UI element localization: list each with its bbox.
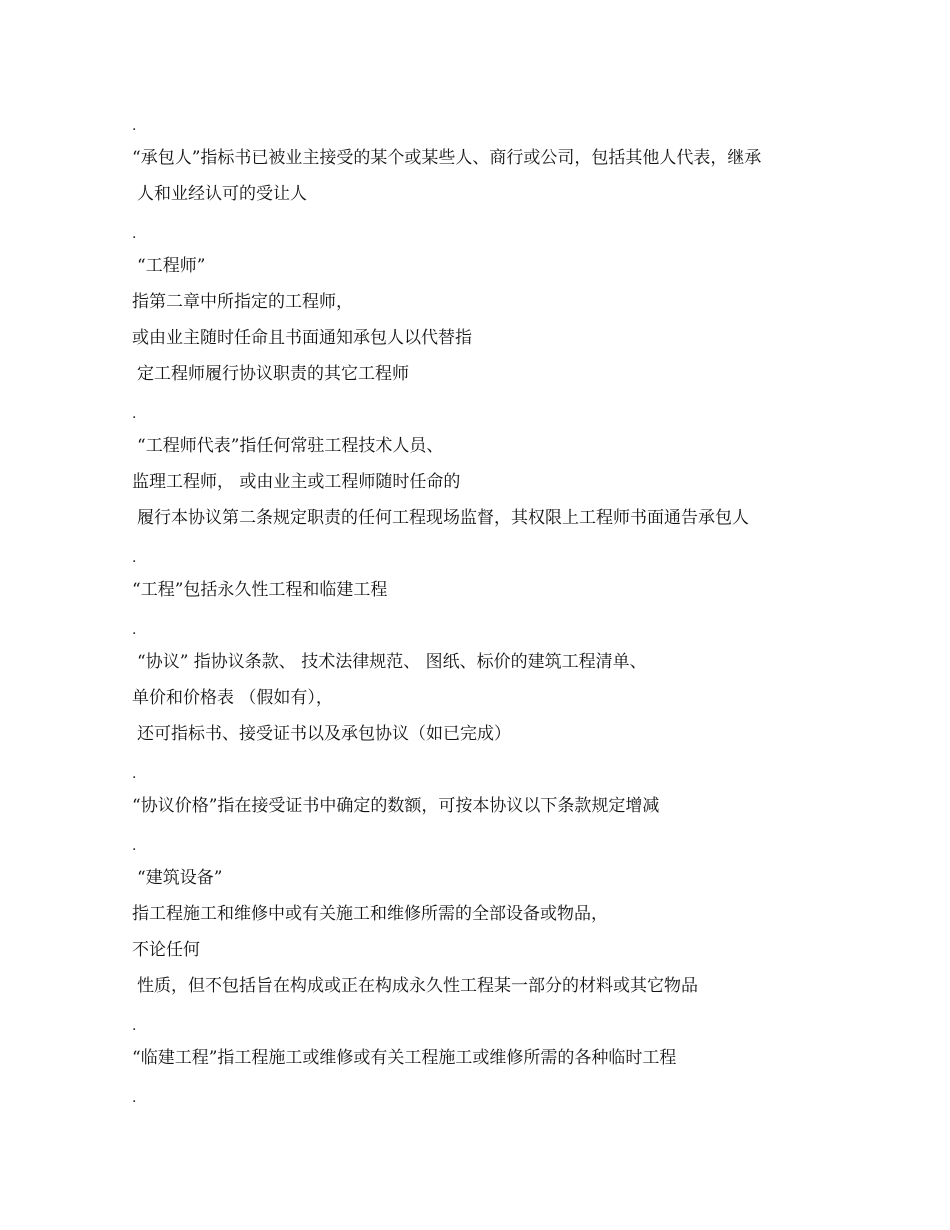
definition-contract: “协议” 指协议条款、 技术法律规范、 图纸、标价的建筑工程清单、	[137, 652, 647, 672]
definition-contractor-cont: 人和业经认可的受让人	[137, 184, 307, 204]
definition-equipment: 指工程施工和维修中或有关施工和维修所需的全部设备或物品，	[132, 904, 608, 924]
definition-equipment-term: “建筑设备”	[137, 868, 223, 888]
definition-contract-cont: 单价和价格表 （假如有），	[132, 688, 333, 708]
paragraph-separator: .	[132, 1018, 137, 1034]
definition-contract-price: “协议价格”指在接受证书中确定的数额，可按本协议以下条款规定增减	[132, 796, 660, 816]
definition-engineer-cont: 或由业主随时任命且书面通知承包人以代替指	[132, 328, 472, 348]
definition-engineer-representative-cont: 履行本协议第二条规定职责的任何工程现场监督，其权限上工程师书面通告承包人	[137, 508, 749, 528]
definition-engineer-representative-cont: 监理工程师， 或由业主或工程师随时任命的	[132, 472, 461, 492]
paragraph-separator: .	[132, 838, 137, 854]
definition-engineer-term: “工程师”	[137, 256, 206, 276]
definition-equipment-cont: 不论任何	[132, 940, 200, 960]
paragraph-separator: .	[132, 226, 137, 242]
definition-equipment-cont: 性质，但不包括旨在构成或正在构成永久性工程某一部分的材料或其它物品	[137, 976, 698, 996]
paragraph-separator: .	[132, 118, 137, 134]
definition-contractor: “承包人”指标书已被业主接受的某个或某些人、商行或公司，包括其他人代表，继承	[132, 148, 762, 168]
definition-contract-cont: 还可指标书、接受证书以及承包协议（如已完成）	[137, 724, 511, 744]
paragraph-separator: .	[132, 406, 137, 422]
definition-works: “工程”包括永久性工程和临建工程	[132, 580, 388, 600]
paragraph-separator: .	[132, 622, 137, 638]
paragraph-separator: .	[132, 1090, 137, 1106]
definition-engineer-representative: “工程师代表”指任何常驻工程技术人员、	[137, 436, 444, 456]
definition-engineer: 指第二章中所指定的工程师，	[132, 292, 353, 312]
definition-engineer-cont: 定工程师履行协议职责的其它工程师	[137, 364, 409, 384]
definition-temporary-works: “临建工程”指工程施工或维修或有关工程施工或维修所需的各种临时工程	[132, 1048, 677, 1068]
paragraph-separator: .	[132, 550, 137, 566]
paragraph-separator: .	[132, 766, 137, 782]
